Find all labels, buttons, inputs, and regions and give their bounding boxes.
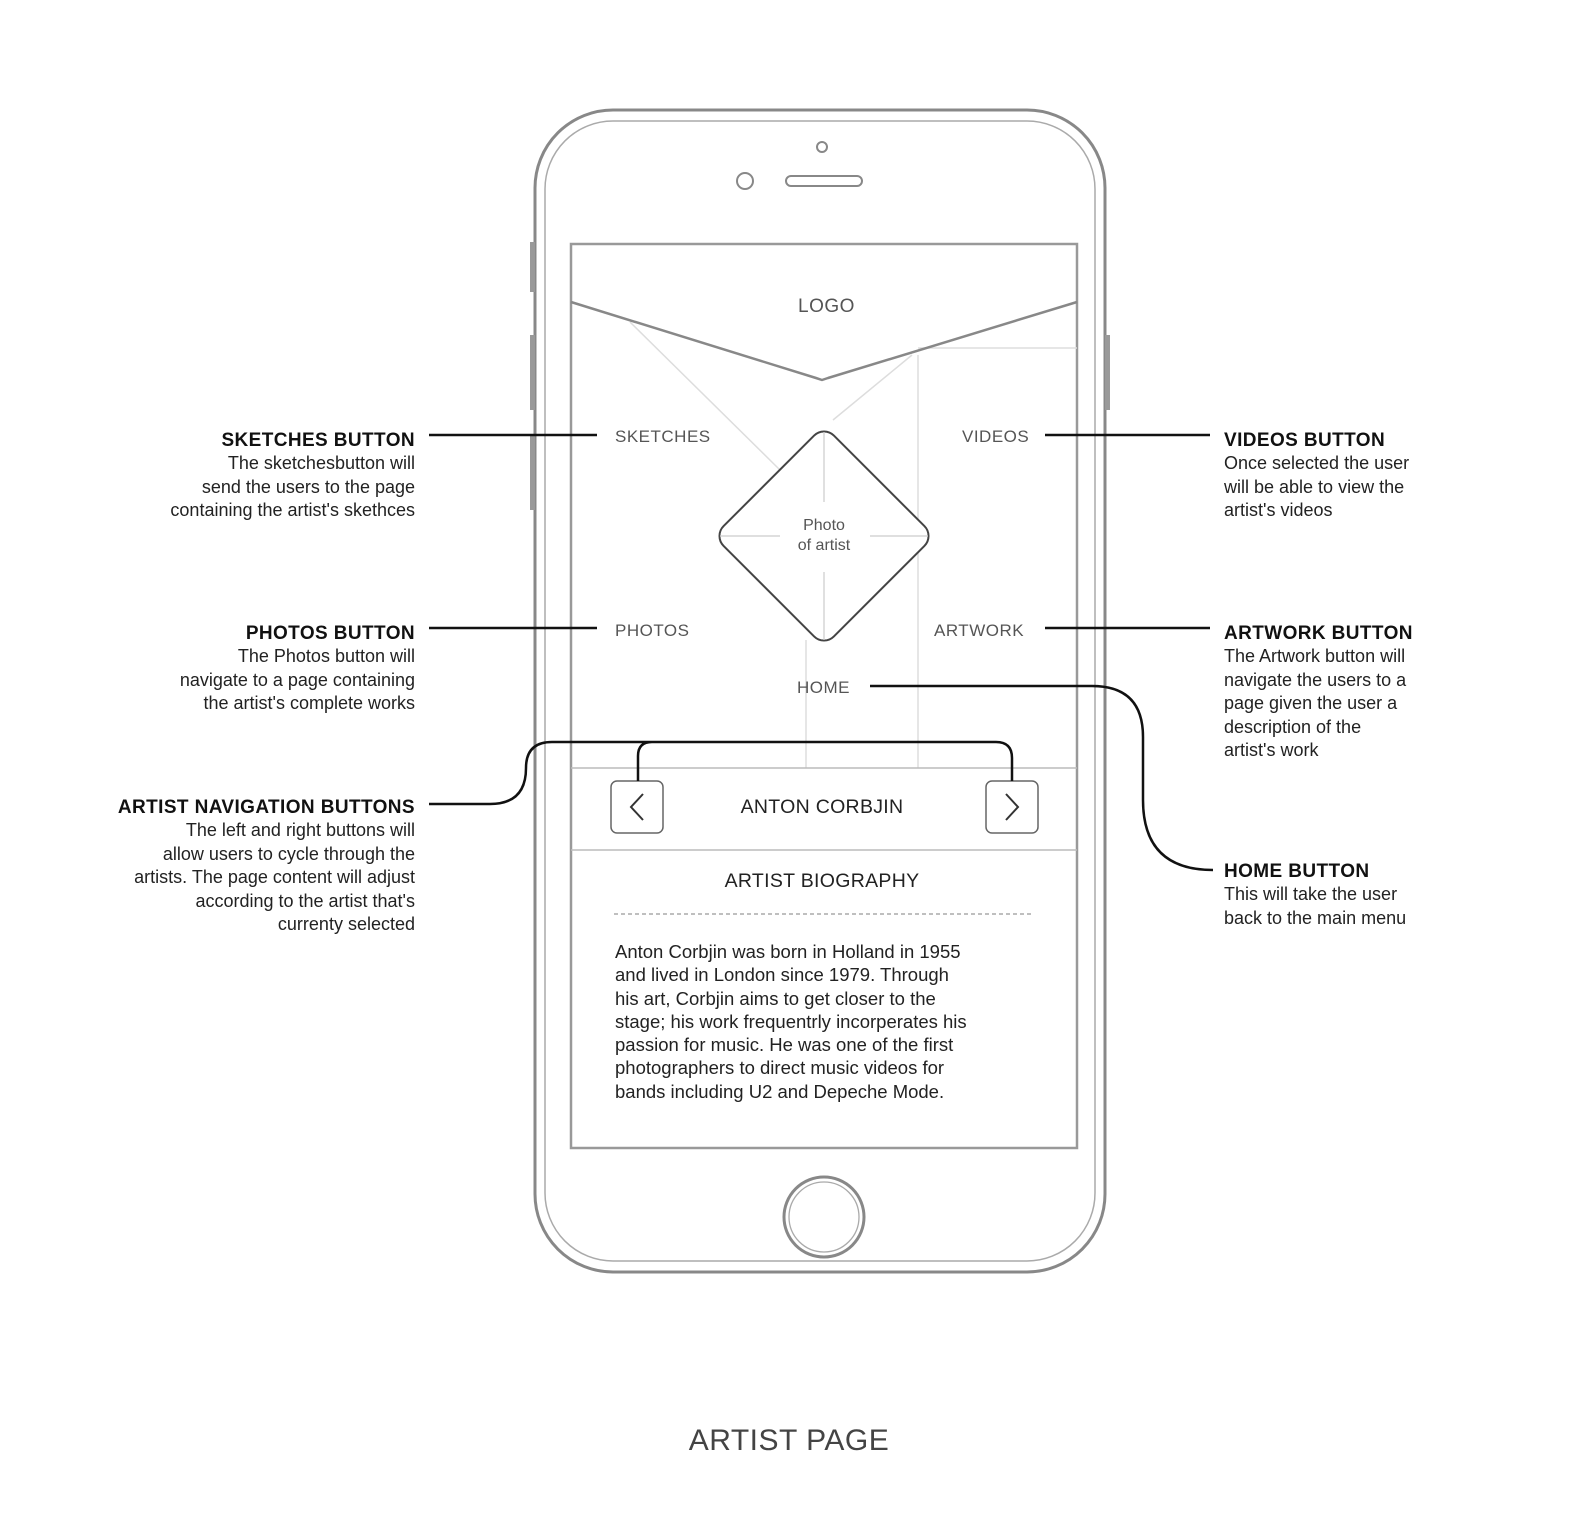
annotation-line: allow users to cycle through the xyxy=(162,843,415,864)
annotation-title: VIDEOS BUTTON xyxy=(1224,430,1386,451)
artwork-annotation xyxy=(1224,623,1413,763)
annotation-title: ARTIST NAVIGATION BUTTONS xyxy=(117,797,415,818)
annotation-title: PHOTOS BUTTON xyxy=(245,623,415,644)
phone-power-button xyxy=(1105,335,1110,410)
page-caption: ARTIST PAGE xyxy=(688,1424,890,1457)
annotation-line: artists. The page content will adjust xyxy=(134,867,415,887)
bio-line: his art, Corbjin aims to get closer to the xyxy=(615,987,936,1009)
phone-volume-up xyxy=(530,335,535,410)
annotation-line: according to the artist that's xyxy=(195,890,415,911)
annotation-line: artist's work xyxy=(1224,740,1319,760)
phone-front-camera xyxy=(737,173,753,189)
photo-placeholder-line: of artist xyxy=(797,537,851,554)
bio-line: photographers to direct music videos for xyxy=(615,1057,945,1079)
annotation-line: the artist's complete works xyxy=(203,693,415,713)
annotation-title: ARTWORK BUTTON xyxy=(1224,623,1413,644)
sketches-button[interactable]: SKETCHES xyxy=(615,427,711,446)
phone-top-sensor xyxy=(817,142,827,152)
annotation-line: The left and right buttons will xyxy=(185,820,415,840)
photo-placeholder-text xyxy=(774,516,874,556)
phone-speaker xyxy=(786,176,862,186)
videos-button[interactable]: VIDEOS xyxy=(962,427,1030,446)
artist-nav-annotation xyxy=(118,797,415,937)
bio-line: passion for music. He was one of the first xyxy=(615,1034,954,1056)
bio-heading: ARTIST BIOGRAPHY xyxy=(724,870,920,892)
annotation-line: back to the main menu xyxy=(1224,907,1407,928)
bio-text xyxy=(615,940,967,1103)
annotation-title: SKETCHES BUTTON xyxy=(221,430,415,451)
annotation-line: navigate to a page containing xyxy=(179,669,415,690)
annotation-line: containing the artist's skethces xyxy=(170,500,415,520)
sketches-annotation xyxy=(170,430,415,523)
annotation-line: will be able to view the xyxy=(1224,476,1405,497)
annotation-line: currenty selected xyxy=(277,914,415,934)
artist-name: ANTON CORBJIN xyxy=(740,796,904,818)
bio-line: stage; his work frequentrly incorperates his xyxy=(615,1010,967,1032)
annotation-line: The Artwork button will xyxy=(1224,646,1406,666)
annotation-line: The sketchesbutton will xyxy=(227,453,415,473)
phone-mute-switch xyxy=(530,242,535,292)
annotation-line: navigate the users to a xyxy=(1224,669,1407,690)
phone-home-button-inner xyxy=(789,1182,859,1252)
bio-line: bands including U2 and Depeche Mode. xyxy=(615,1080,945,1102)
annotation-title: HOME BUTTON xyxy=(1224,861,1370,882)
bio-line: Anton Corbjin was born in Holland in 1955 xyxy=(615,941,961,962)
phone-volume-down xyxy=(530,435,535,510)
annotation-line: artist's videos xyxy=(1224,500,1333,520)
annotation-line: send the users to the page xyxy=(201,476,415,497)
prev-artist-button[interactable] xyxy=(611,781,663,833)
logo-label: LOGO xyxy=(798,296,855,317)
artwork-button[interactable]: ARTWORK xyxy=(934,621,1025,640)
videos-annotation xyxy=(1224,430,1409,523)
photos-button[interactable]: PHOTOS xyxy=(615,621,690,640)
annotation-line: The Photos button will xyxy=(237,646,415,666)
bio-line: and lived in London since 1979. Through xyxy=(615,964,949,986)
annotation-line: This will take the user xyxy=(1224,884,1398,904)
next-artist-button[interactable] xyxy=(986,781,1038,833)
annotation-line: page given the user a xyxy=(1224,693,1398,713)
photo-placeholder-line: Photo xyxy=(803,517,845,534)
annotation-line: description of the xyxy=(1224,716,1362,737)
photos-annotation xyxy=(180,623,415,716)
home-nav-button[interactable]: HOME xyxy=(797,678,850,697)
home-annotation xyxy=(1224,861,1406,930)
annotation-line: Once selected the user xyxy=(1224,453,1410,473)
phone-home-button[interactable] xyxy=(784,1177,864,1257)
